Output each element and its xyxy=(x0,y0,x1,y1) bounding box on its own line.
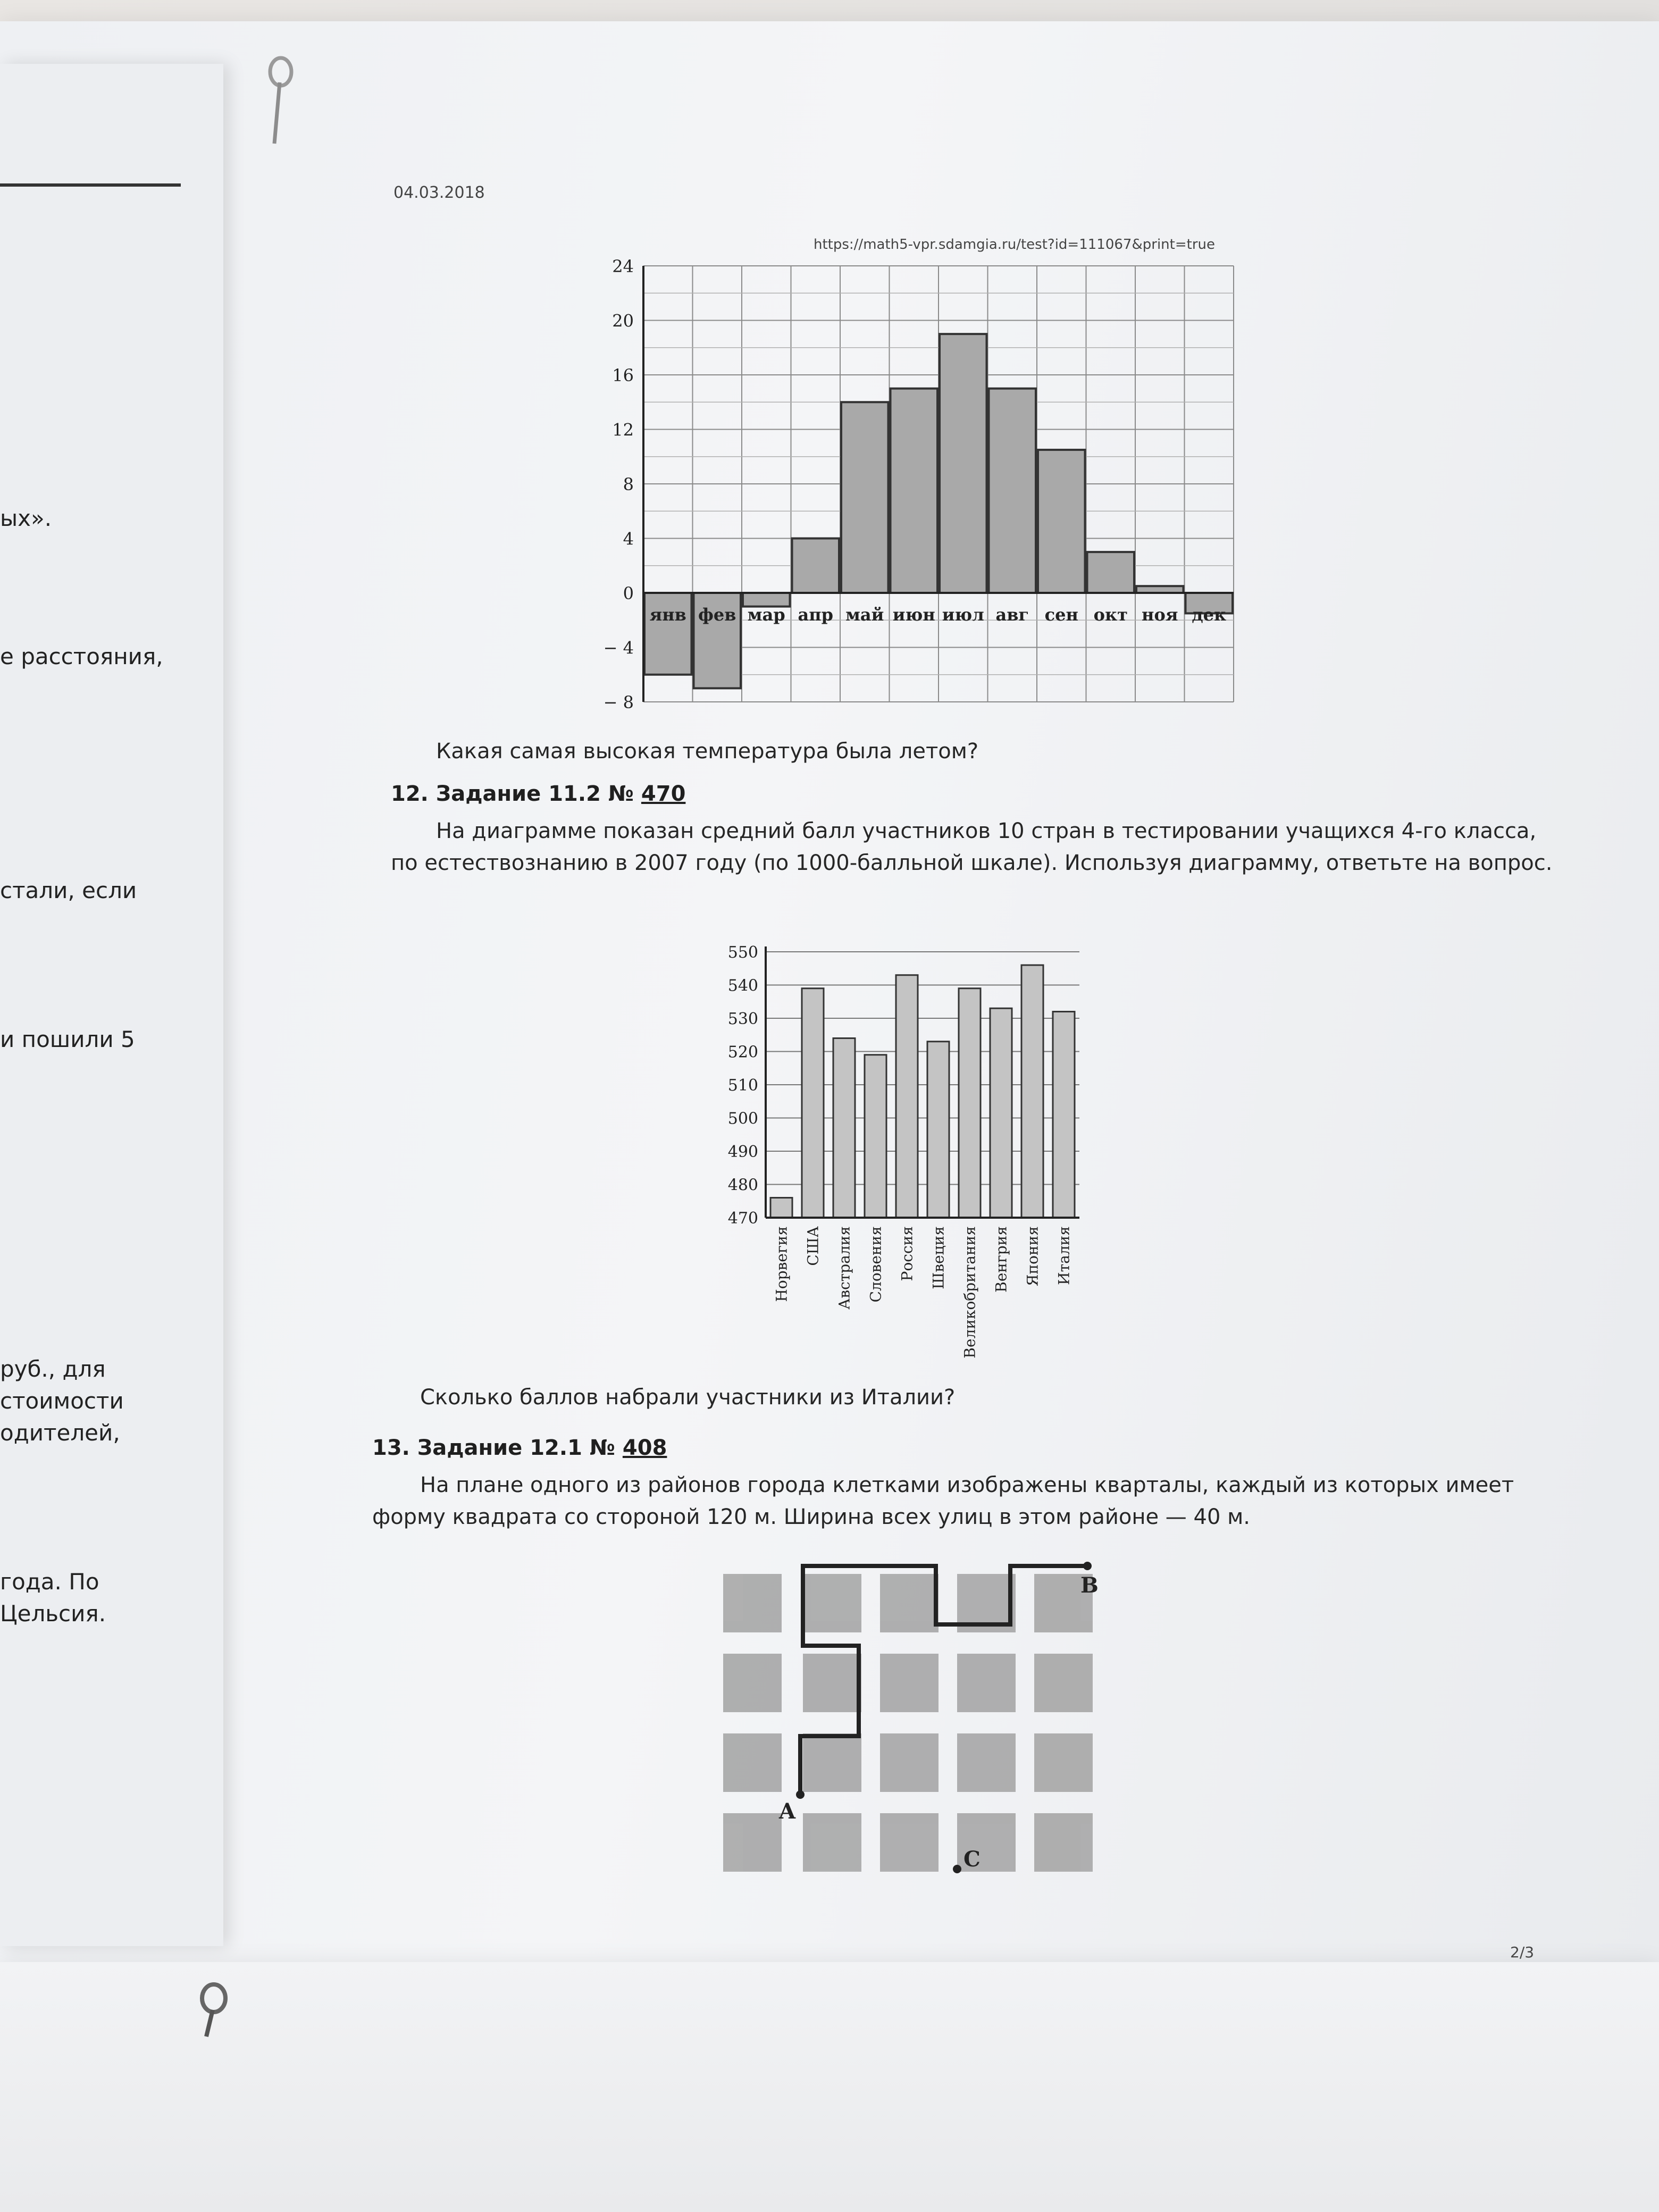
y-tick-label: 540 xyxy=(727,976,758,995)
task11-question: Какая самая высокая температура была летом? xyxy=(436,739,979,764)
binder-pin-icon xyxy=(261,53,298,149)
bar-Великобритания xyxy=(959,988,981,1218)
task12-number: 12. xyxy=(391,782,429,806)
y-tick-label: 510 xyxy=(727,1076,758,1095)
left-text-fragment: руб., для xyxy=(0,1356,106,1382)
bar-Япония xyxy=(1021,965,1043,1218)
task13-text-line1: На плане одного из районов города клетками изображены кварталы, каждый из которых имеет xyxy=(420,1473,1514,1497)
y-tick-label: 16 xyxy=(612,365,634,386)
y-tick-label: 12 xyxy=(612,420,634,440)
task12-heading xyxy=(391,782,685,806)
bar-сен xyxy=(1038,450,1085,593)
x-tick-label: Швеция xyxy=(929,1226,948,1289)
point-a-marker xyxy=(796,1790,805,1799)
x-tick-label: Япония xyxy=(1024,1226,1042,1287)
y-tick-label: 550 xyxy=(727,943,758,962)
y-tick-label: 4 xyxy=(623,529,634,549)
x-tick-label: Словения xyxy=(867,1226,885,1303)
print-date: 04.03.2018 xyxy=(393,183,485,202)
point-c-marker xyxy=(953,1865,961,1873)
x-tick-label: мар xyxy=(747,605,785,625)
x-tick-label: Австралия xyxy=(835,1226,853,1310)
y-tick-label: 20 xyxy=(612,311,634,331)
left-text-fragment: одителей, xyxy=(0,1420,120,1446)
task12-text-line2: по естествознанию в 2007 году (по 1000-балльной шкале). Используя диаграмму, ответьте на вопрос. xyxy=(391,851,1553,875)
y-tick-label: 0 xyxy=(623,583,634,604)
task12-link[interactable]: 470 xyxy=(641,782,686,806)
task13-heading xyxy=(372,1436,667,1460)
x-tick-label: Венгрия xyxy=(992,1226,1010,1293)
city-blocks xyxy=(723,1574,1093,1872)
bar-апр xyxy=(792,539,840,593)
y-tick-label: 530 xyxy=(727,1010,758,1028)
y-tick-label: 480 xyxy=(727,1176,758,1195)
bar-май xyxy=(841,402,889,593)
bar-авг xyxy=(989,389,1036,593)
temperature-chart xyxy=(585,255,1276,734)
task13-text-line2: форму квадрата со стороной 120 м. Ширина всех улиц в этом районе — 40 м. xyxy=(372,1505,1251,1529)
x-tick-label: авг xyxy=(995,605,1029,625)
y-tick-label: − 8 xyxy=(603,692,634,713)
x-tick-label: дек xyxy=(1192,605,1227,625)
left-text-fragment: стали, если xyxy=(0,877,137,903)
y-tick-label: 8 xyxy=(623,474,634,495)
point-c-label: C xyxy=(963,1847,981,1872)
bar-США xyxy=(802,988,824,1218)
x-tick-label: окт xyxy=(1093,605,1128,625)
x-tick-label: апр xyxy=(798,605,834,625)
task13-link[interactable]: 408 xyxy=(622,1436,667,1460)
y-tick-label: 520 xyxy=(727,1043,758,1062)
task12-text-line1: На диаграмме показан средний балл участников 10 стран в тестировании учащихся 4-го класса, xyxy=(436,819,1537,843)
task12-question: Сколько баллов набрали участники из Италии? xyxy=(420,1385,956,1410)
bar-июн xyxy=(891,389,938,593)
binder-pin-icon xyxy=(191,1978,234,2042)
bar-Венгрия xyxy=(990,1008,1012,1218)
left-text-fragment: и пошили 5 xyxy=(0,1026,135,1052)
bar-Россия xyxy=(896,975,918,1218)
task12-title: Задание 11.2 № xyxy=(435,782,634,806)
x-tick-label: янв xyxy=(649,605,686,625)
x-tick-label: фев xyxy=(698,605,736,625)
y-tick-label: − 4 xyxy=(603,638,634,658)
x-tick-label: июл xyxy=(942,605,984,625)
x-tick-label: Норвегия xyxy=(773,1226,791,1302)
y-tick-label: 500 xyxy=(727,1109,758,1128)
left-text-fragment: е расстояния, xyxy=(0,643,163,669)
point-b-marker xyxy=(1083,1562,1092,1570)
left-text-fragment: Цельсия. xyxy=(0,1601,106,1627)
point-b-label: B xyxy=(1080,1573,1099,1598)
x-tick-label: июн xyxy=(892,605,935,625)
left-text-fragment: стоимости xyxy=(0,1388,124,1414)
science-scores-chart xyxy=(702,931,1106,1372)
next-page-edge xyxy=(0,1962,1659,2212)
y-tick-label: 470 xyxy=(727,1209,758,1228)
previous-page-fragment xyxy=(0,64,223,1946)
bar-Австралия xyxy=(833,1038,855,1218)
source-url: https://math5-vpr.sdamgia.ru/test?id=111067&print=true xyxy=(814,237,1215,253)
bar-Словения xyxy=(865,1055,886,1218)
point-a-label: A xyxy=(779,1799,796,1824)
task13-number: 13. xyxy=(372,1436,410,1460)
page-number: 2/3 xyxy=(1510,1943,1535,1961)
x-tick-label: ноя xyxy=(1142,605,1178,625)
x-tick-label: Великобритания xyxy=(961,1226,979,1359)
x-tick-label: сен xyxy=(1044,605,1078,625)
y-tick-label: 490 xyxy=(727,1143,758,1161)
bar-июл xyxy=(940,334,987,593)
left-text-fragment: года. По xyxy=(0,1569,99,1595)
left-text-fragment: ых». xyxy=(0,505,52,531)
y-tick-label: 24 xyxy=(612,256,634,276)
x-tick-label: Италия xyxy=(1055,1226,1073,1285)
x-tick-label: май xyxy=(845,605,884,625)
city-plan-diagram xyxy=(713,1553,1117,1893)
bar-Италия xyxy=(1053,1012,1075,1218)
x-tick-label: Россия xyxy=(898,1226,916,1281)
bar-Норвегия xyxy=(770,1198,792,1218)
divider-line xyxy=(0,183,181,187)
task13-title: Задание 12.1 № xyxy=(417,1436,615,1460)
x-tick-label: США xyxy=(804,1226,822,1266)
bar-окт xyxy=(1087,552,1135,593)
bar-Швеция xyxy=(927,1042,949,1218)
